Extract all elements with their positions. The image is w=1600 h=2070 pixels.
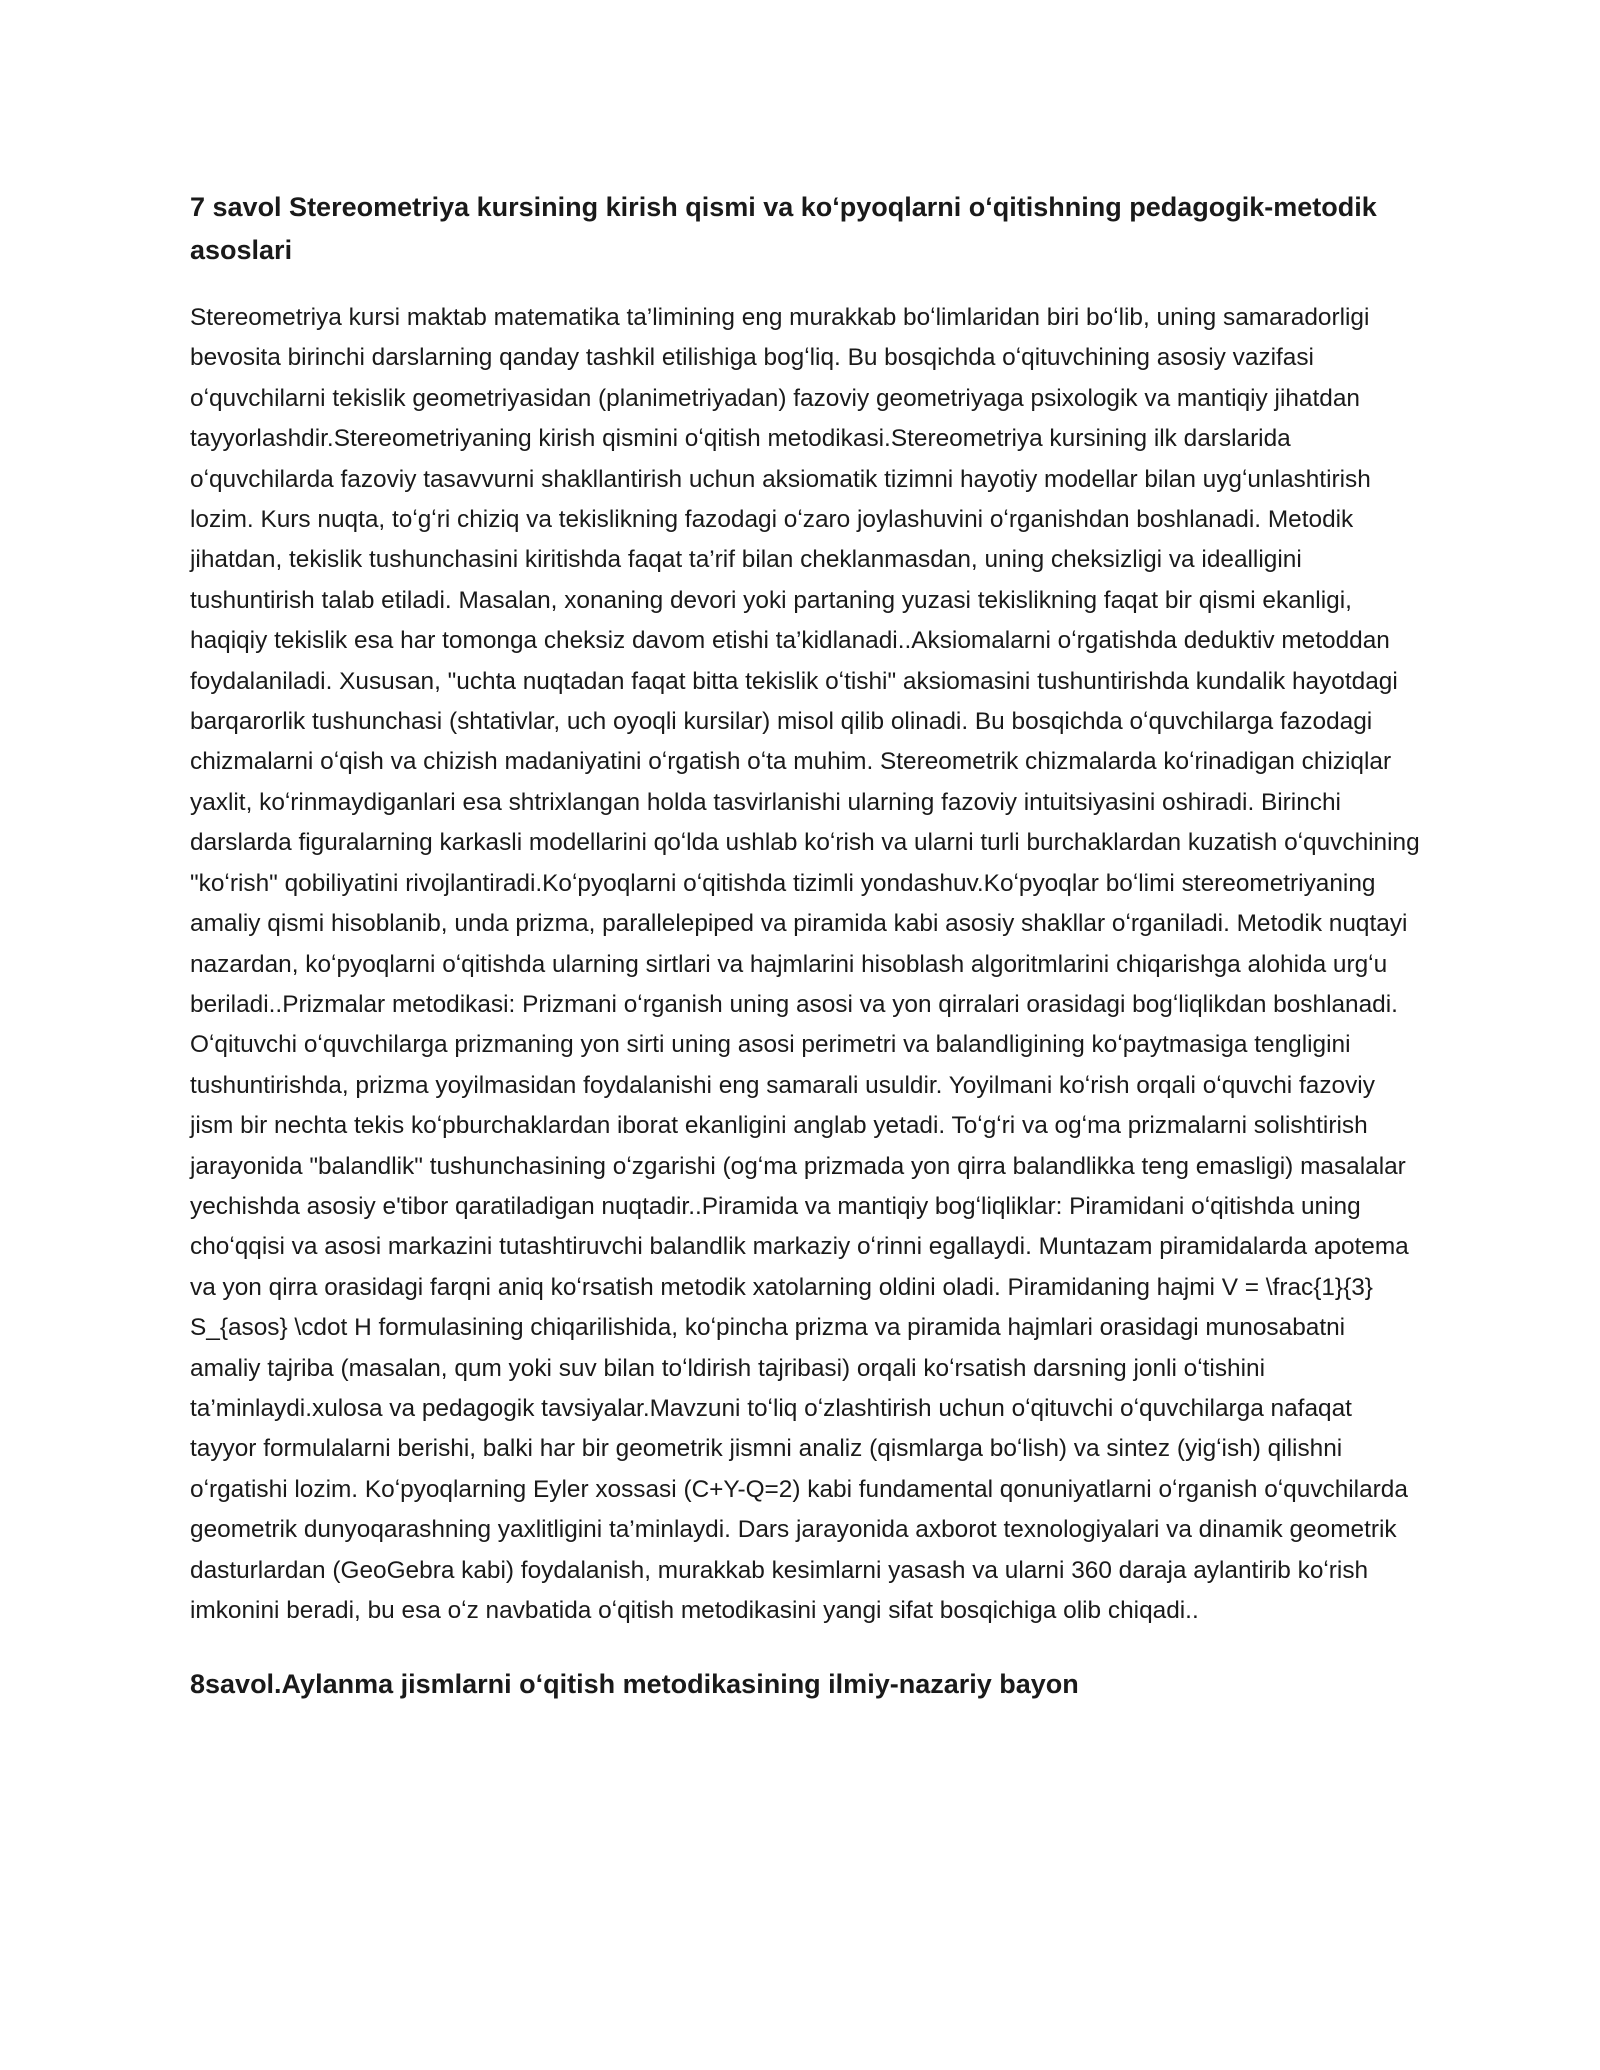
section-8-title: 8savol.Aylanma jismlarni oʻqitish metodikasining ilmiy-nazariy bayon [190,1669,1079,1700]
document-page [190,186,1420,1706]
section-7-title: 7 savol Stereometriya kursining kirish qismi va koʻpyoqlarni oʻqitishning pedagogik-metodik asoslari [190,192,1377,265]
section-7-body: Stereometriya kursi maktab matematika ta’limining eng murakkab boʻlimlaridan biri boʻlib, uning samaradorligi bevosita birinchi darslarning qanday tashkil etilishiga bogʻliq. Bu bosqichda oʻqituvchining asosiy vazifasi oʻquvchilarni tekislik geometriyasidan (planimetriyadan) fazoviy geometriyaga psixologik va mantiqiy jihatdan tayyorlashdir.Stereometriyaning kirish qismini oʻqitish metodikasi.Stereometriya kursining ilk darslarida oʻquvchilarda fazoviy tasavvurni shakllantirish uchun aksiomatik tizimni hayotiy modellar bilan uygʻunlashtirish lozim. Kurs nuqta, toʻgʻri chiziq va tekislikning fazodagi oʻzaro joylashuvini oʻrganishdan boshlanadi. Metodik jihatdan, tekislik tushunchasini kiritishda faqat ta’rif bilan cheklanmasdan, uning cheksizligi va idealligini tushuntirish talab etiladi. Masalan, xonaning devori yoki partaning yuzasi tekislikning faqat bir qismi ekanligi, haqiqiy tekislik esa har tomonga cheksiz davom etishi ta’kidlanadi..Aksiomalarni oʻrgatishda deduktiv metoddan foydalaniladi. Xususan, "uchta nuqtadan faqat bitta tekislik oʻtishi" aksiomasini tushuntirishda kundalik hayotdagi barqarorlik tushunchasi (shtativlar, uch oyoqli kursilar) misol qilib olinadi. Bu bosqichda oʻquvchilarga fazodagi chizmalarni oʻqish va chizish madaniyatini oʻrgatish oʻta muhim. Stereometrik chizmalarda koʻrinadigan chiziqlar yaxlit, koʻrinmaydiganlari esa shtrixlangan holda tasvirlanishi ularning fazoviy intuitsiyasini oshiradi. Birinchi darslarda figuralarning karkasli modellarini qoʻlda ushlab koʻrish va ularni turli burchaklardan kuzatish oʻquvchining "koʻrish" qobiliyatini rivojlantiradi.Koʻpyoqlarni oʻqitishda tizimli yondashuv.Koʻpyoqlar boʻlimi stereometriyaning amaliy qismi hisoblanib, unda prizma, parallelepiped va piramida kabi asosiy shakllar oʻrganiladi. Metodik nuqtayi nazardan, koʻpyoqlarni oʻqitishda ularning sirtlari va hajmlarini hisoblash algoritmlarini chiqarishga alohida urgʻu beriladi..Prizmalar metodikasi: Prizmani oʻrganish uning asosi va yon qirralari orasidagi bogʻliqlikdan boshlanadi. Oʻqituvchi oʻquvchilarga prizmaning yon sirti uning asosi perimetri va balandligining koʻpaytmasiga tengligini tushuntirishda, prizma yoyilmasidan foydalanishi eng samarali usuldir. Yoyilmani koʻrish orqali oʻquvchi fazoviy jism bir nechta tekis koʻpburchaklardan iborat ekanligini anglab yetadi. Toʻgʻri va ogʻma prizmalarni solishtirish jarayonida "balandlik" tushunchasining oʻzgarishi (ogʻma prizmada yon qirra balandlikka teng emasligi) masalalar yechishda asosiy e'tibor qaratiladigan nuqtadir..Piramida va mantiqiy bogʻliqliklar: Piramidani oʻqitishda uning choʻqqisi va asosi markazini tutashtiruvchi balandlik markaziy oʻrinni egallaydi. Muntazam piramidalarda apotema va yon qirra orasidagi farqni aniq koʻrsatish metodik xatolarning oldini oladi. Piramidaning hajmi V = \frac{1}{3} S_{asos} \cdot H formulasining chiqarilishida, koʻpincha prizma va piramida hajmlari orasidagi munosabatni amaliy tajriba (masalan, qum yoki suv bilan toʻldirish tajribasi) orqali koʻrsatish darsning jonli oʻtishini ta’minlaydi.xulosa va pedagogik tavsiyalar.Mavzuni toʻliq oʻzlashtirish uchun oʻqituvchi oʻquvchilarga nafaqat tayyor formulalarni berishi, balki har bir geometrik jismni analiz (qismlarga boʻlish) va sintez (yigʻish) qilishni oʻrgatishi lozim. Koʻpyoqlarning Eyler xossasi (C+Y-Q=2) kabi fundamental qonuniyatlarni oʻrganish oʻquvchilarda geometrik dunyoqarashning yaxlitligini ta’minlaydi. Dars jarayonida axborot texnologiyalari va dinamik geometrik dasturlardan (GeoGebra kabi) foydalanish, murakkab kesimlarni yasash va ularni 360 daraja aylantirib koʻrish imkonini beradi, bu esa oʻz navbatida oʻqitish metodikasini yangi sifat bosqichiga olib chiqadi.. [190,304,1420,1624]
